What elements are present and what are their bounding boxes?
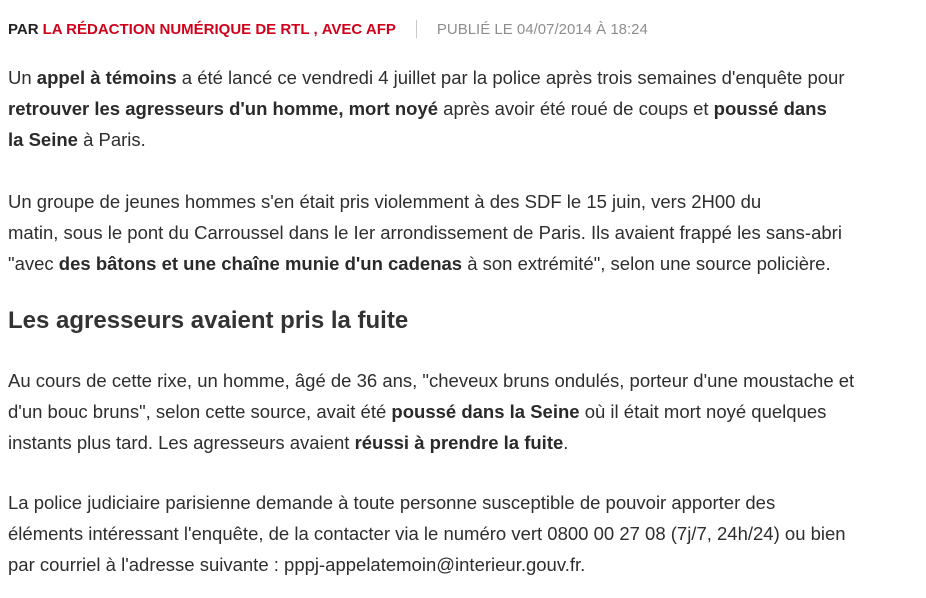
paragraph-3	[8, 365, 854, 458]
byline-prefix: PAR	[8, 20, 39, 38]
bold-text: poussé dans	[713, 98, 827, 119]
text: instants plus tard. Les agresseurs avaient	[8, 432, 355, 453]
text: .	[563, 432, 569, 453]
publish-date: PUBLIÉ LE 04/07/2014 À 18:24	[436, 20, 648, 38]
bold-text: des bâtons et une chaîne munie d'un cadenas	[58, 253, 463, 274]
author-link-rtl[interactable]: LA RÉDACTION NUMÉRIQUE DE RTL	[42, 20, 310, 38]
byline-divider	[416, 20, 417, 38]
text: où il était mort noyé quelques	[579, 401, 827, 422]
paragraph-4	[8, 487, 846, 580]
bold-text: appel à témoins	[36, 67, 177, 88]
byline	[8, 19, 648, 39]
text: a été lancé ce vendredi 4 juillet par la police après trois semaines d'enquête pour	[176, 67, 845, 88]
text: à Paris.	[77, 129, 146, 150]
byline-comma: ,	[313, 20, 318, 38]
section-heading: Les agresseurs avaient pris la fuite	[8, 307, 409, 334]
text: Un groupe de jeunes hommes s'en était pris violemment à des SDF le 15 juin, vers 2H00 du	[8, 191, 762, 212]
bold-text: réussi à prendre la fuite	[354, 432, 564, 453]
bold-text: retrouver les agresseurs d'un homme, mort noyé	[8, 98, 439, 119]
text: après avoir été roué de coups et	[438, 98, 714, 119]
bold-text: poussé dans la Seine	[391, 401, 580, 422]
text: "avec	[8, 253, 59, 274]
text: matin, sous le pont du Carroussel dans le Ier arrondissement de Paris. Ils avaient frappé les sans-abri	[8, 222, 842, 243]
paragraph-2	[8, 186, 842, 279]
text: à son extrémité", selon une source policière.	[462, 253, 831, 274]
text: éléments intéressant l'enquête, de la contacter via le numéro vert 0800 00 27 08 (7j/7, 24h/24) ou bien	[8, 523, 846, 544]
text: Au cours de cette rixe, un homme, âgé de 36 ans, "cheveux bruns ondulés, porteur d'une moustache et	[8, 370, 855, 391]
bold-text: la Seine	[8, 129, 78, 150]
paragraph-1	[8, 62, 845, 155]
author-link-afp[interactable]: AVEC AFP	[321, 20, 396, 38]
text: par courriel à l'adresse suivante : pppj-appelatemoin@interieur.gouv.fr.	[8, 554, 586, 575]
text: Un	[8, 67, 37, 88]
text: La police judiciaire parisienne demande à toute personne susceptible de pouvoir apporter des	[8, 492, 776, 513]
text: d'un bouc bruns", selon cette source, avait été	[8, 401, 392, 422]
